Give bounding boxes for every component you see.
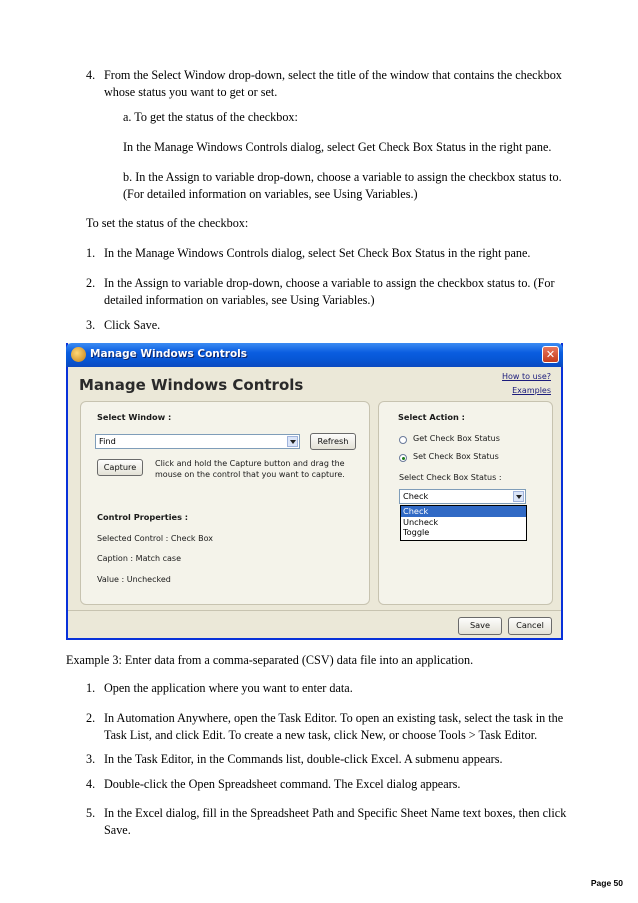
step4-text-cont: whose status you want to get or set.	[104, 85, 278, 99]
select-action-panel	[378, 401, 553, 605]
example-step-3: In the Task Editor, in the Commands list, double-click Excel. A submenu appears.	[104, 752, 503, 766]
step-number: 3.	[86, 318, 96, 332]
substep-b-cont: (For detailed information on variables, see Using Variables.)	[123, 187, 418, 201]
step-number: 3.	[86, 752, 96, 766]
examples-link[interactable]: Examples	[512, 386, 551, 395]
set-step-2: In the Assign to variable drop-down, choose a variable to assign the checkbox status to. (For	[104, 276, 555, 290]
chevron-down-icon[interactable]	[513, 491, 524, 502]
set-status-radio[interactable]	[399, 454, 407, 462]
step-number: 2.	[86, 276, 96, 290]
step-number: 4.	[86, 777, 96, 791]
window-title: Manage Windows Controls	[90, 348, 248, 360]
step-number: 1.	[86, 246, 96, 260]
get-status-radio[interactable]	[399, 436, 407, 444]
app-icon	[71, 347, 86, 362]
capture-hint-cont: mouse on the control that you want to capture.	[155, 470, 345, 479]
set-status-label[interactable]: Set Check Box Status	[413, 452, 499, 461]
substep-a: a. To get the status of the checkbox:	[123, 110, 298, 124]
close-icon[interactable]: ✕	[542, 346, 559, 363]
step-number: 4.	[86, 68, 96, 82]
example-step-5: In the Excel dialog, fill in the Spreadsheet Path and Specific Sheet Name text boxes, then click	[104, 806, 567, 820]
divider	[68, 610, 561, 611]
example-3-heading: Example 3: Enter data from a comma-separated (CSV) data file into an application.	[66, 653, 474, 667]
how-to-use-link[interactable]: How to use?	[502, 372, 551, 381]
step-number: 5.	[86, 806, 96, 820]
substep-b: b. In the Assign to variable drop-down, choose a variable to assign the checkbox status to.	[123, 170, 562, 184]
selected-control-value: Selected Control : Check Box	[97, 534, 213, 543]
step-number: 2.	[86, 711, 96, 725]
set-intro: To set the status of the checkbox:	[86, 216, 249, 230]
example-step-2: In Automation Anywhere, open the Task Editor. To open an existing task, select the task in the	[104, 711, 564, 725]
status-option[interactable]: Toggle	[403, 527, 430, 537]
select-window-panel	[80, 401, 370, 605]
select-window-label: Select Window :	[97, 412, 172, 422]
status-option[interactable]: Uncheck	[403, 516, 439, 527]
page-number: Page 50	[590, 878, 623, 888]
status-dropdown[interactable]	[399, 489, 526, 504]
step-number: 1.	[86, 681, 96, 695]
example-step-2-cont: Task List, and click Edit. To create a new task, click New, or choose Tools > Task Editor.	[104, 728, 538, 742]
select-action-label: Select Action :	[398, 412, 465, 422]
example-step-1: Open the application where you want to enter data.	[104, 681, 353, 695]
manage-windows-controls-screenshot	[66, 343, 563, 640]
example-step-4: Double-click the Open Spreadsheet command. The Excel dialog appears.	[104, 777, 461, 791]
set-step-2-cont: detailed information on variables, see Using Variables.)	[104, 293, 375, 307]
dialog-heading: Manage Windows Controls	[79, 376, 304, 394]
set-step-3: Click Save.	[104, 318, 161, 332]
refresh-button[interactable]: Refresh	[310, 433, 356, 450]
select-window-value: Find	[99, 436, 116, 446]
status-dropdown-list[interactable]	[400, 505, 527, 541]
cancel-button[interactable]: Cancel	[508, 617, 552, 635]
status-value: Check	[403, 491, 429, 501]
select-status-label: Select Check Box Status :	[399, 473, 502, 482]
chevron-down-icon[interactable]	[287, 436, 298, 447]
capture-hint: Click and hold the Capture button and drag the	[155, 459, 345, 468]
save-button[interactable]: Save	[458, 617, 502, 635]
substep-manage: In the Manage Windows Controls dialog, select Get Check Box Status in the right pane.	[123, 140, 552, 154]
select-window-dropdown[interactable]	[95, 434, 300, 449]
get-status-label[interactable]: Get Check Box Status	[413, 434, 500, 443]
status-option[interactable]: Check	[401, 506, 526, 517]
step4-text: From the Select Window drop-down, select the title of the window that contains the checkbox	[104, 68, 562, 82]
capture-button[interactable]: Capture	[97, 459, 143, 476]
title-bar	[66, 343, 563, 367]
caption-value: Caption : Match case	[97, 554, 182, 563]
set-step-1: In the Manage Windows Controls dialog, select Set Check Box Status in the right pane.	[104, 246, 531, 260]
value-value: Value : Unchecked	[97, 575, 171, 584]
control-properties-label: Control Properties :	[97, 512, 189, 522]
example-step-5-cont: Save.	[104, 823, 131, 837]
